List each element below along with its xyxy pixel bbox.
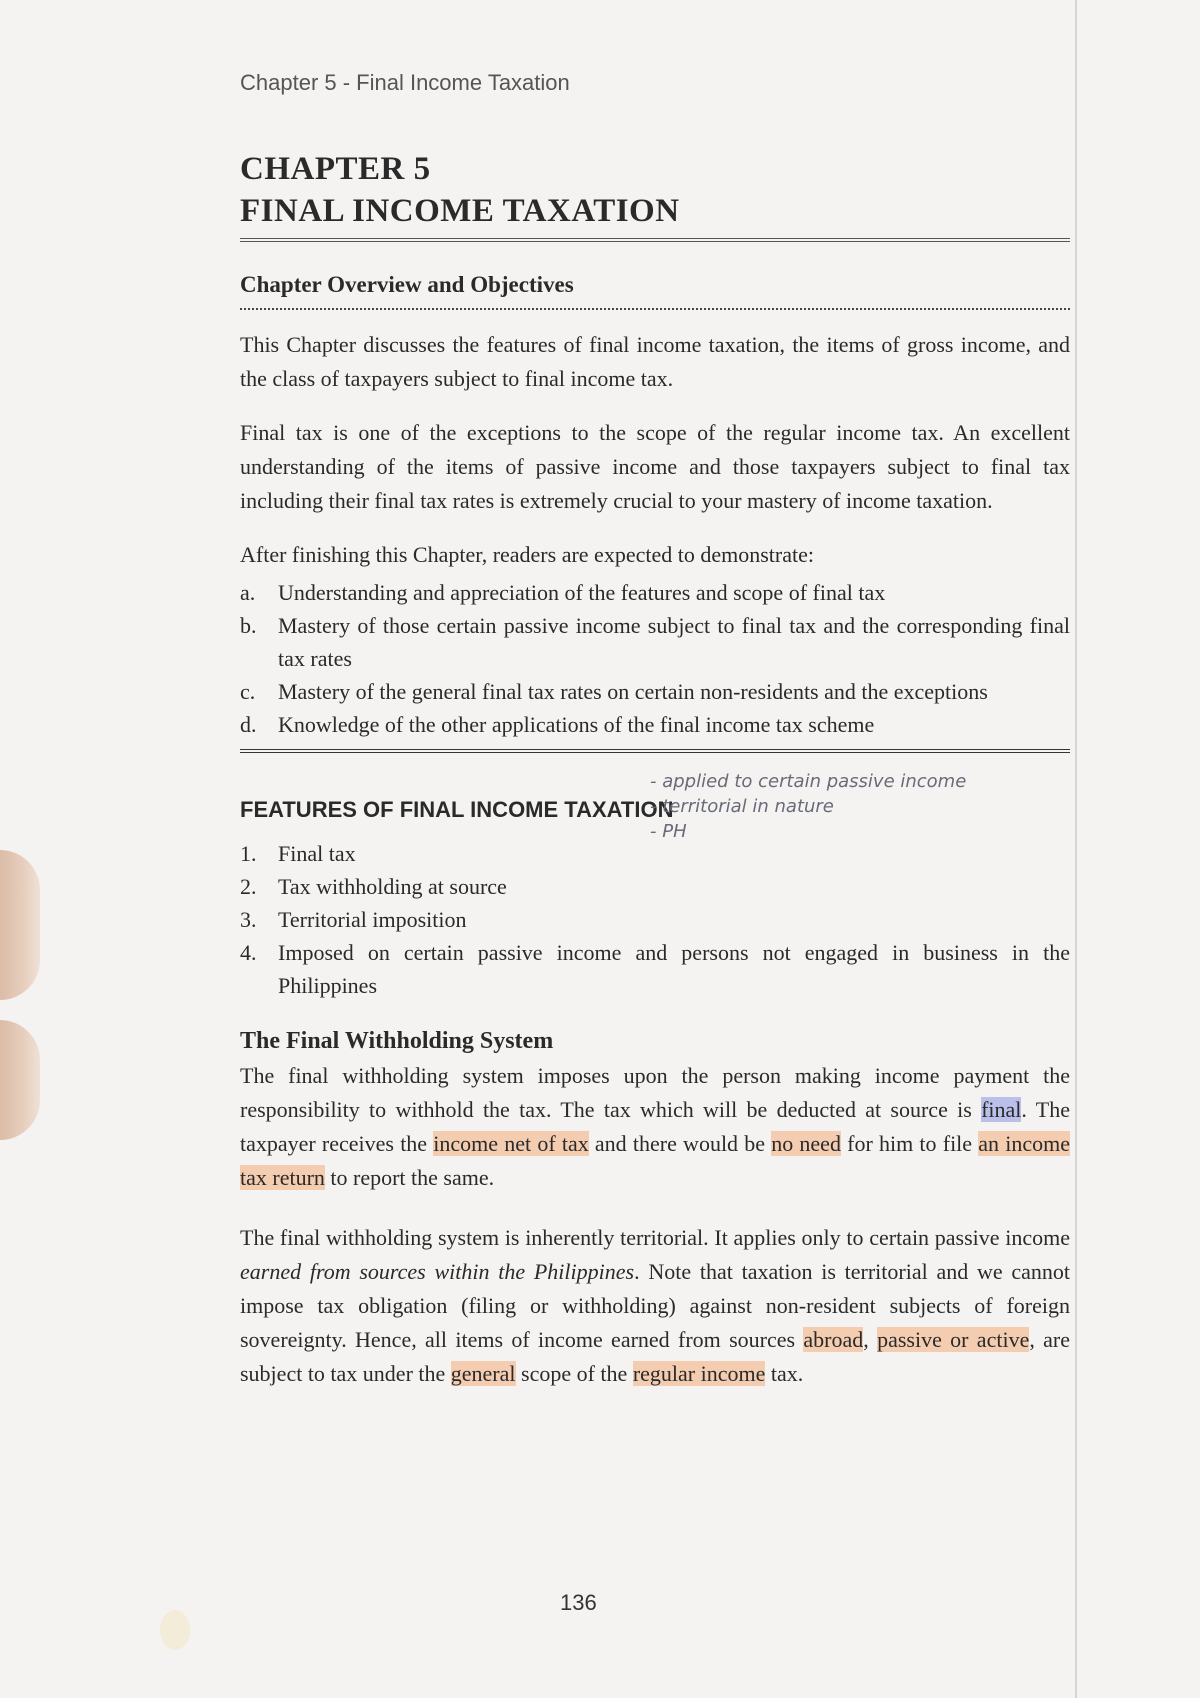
chapter-number: CHAPTER 5 xyxy=(240,151,431,187)
overview-heading: Chapter Overview and Objectives xyxy=(240,272,574,297)
finger-shadow xyxy=(0,1020,40,1140)
features-list xyxy=(240,837,1070,1002)
page-edge xyxy=(1075,0,1077,1698)
withholding-heading: The Final Withholding System xyxy=(240,1028,554,1054)
highlight: abroad xyxy=(803,1327,864,1352)
handwritten-note: - territorial in nature xyxy=(650,796,834,817)
list-item: 1. Final tax xyxy=(240,841,356,866)
paper-smudge xyxy=(160,1610,190,1650)
highlight: passive or active xyxy=(877,1327,1030,1352)
running-head: Chapter 5 - Final Income Taxation xyxy=(240,70,570,95)
handwritten-notes xyxy=(650,769,966,844)
highlight: final xyxy=(981,1097,1022,1122)
withholding-paragraph-2: The final withholding system is inherently territorial. It applies only to certain passive income earned from sources within the Philippines. Note that taxation is territorial and we cannot impose tax obligation (filing or withholding) against non-resident subjects of foreign sovereignty. Hence, all items of income earned from sources abroad, passive or active, are subject to tax under the general scope of the regular income tax. xyxy=(240,1225,1071,1386)
highlight: general xyxy=(450,1361,516,1386)
features-header-row xyxy=(240,771,1070,842)
overview-paragraph-2: Final tax is one of the exceptions to the scope of the regular income tax. An excellent understanding of the items of passive income and those taxpayers subject to final tax including their final tax rates is extremely crucial to your mastery of income taxation. xyxy=(240,420,1070,513)
objectives-intro: After finishing this Chapter, readers are expected to demonstrate: xyxy=(240,542,814,567)
highlight: regular income xyxy=(632,1361,766,1386)
list-item: d. Knowledge of the other applications of the final income tax scheme xyxy=(240,712,875,737)
title-rule xyxy=(240,238,1070,242)
withholding-paragraph-1: The final withholding system imposes upon the person making income payment the responsibility to withhold the tax. The tax which will be deducted at source is final. The taxpayer receives the income net of tax and there would be no need for him to file an income tax return to report the same. xyxy=(240,1063,1070,1190)
overview-paragraph-1: This Chapter discusses the features of final income taxation, the items of gross income, and the class of taxpayers subject to final income tax. xyxy=(240,332,1070,391)
list-item: 4. Imposed on certain passive income and persons not engaged in business in the Philippines xyxy=(240,940,1070,998)
list-item: 2. Tax withholding at source xyxy=(240,874,507,899)
book-page xyxy=(240,70,1070,1411)
list-item: a. Understanding and appreciation of the features and scope of final tax xyxy=(240,580,886,605)
highlight: income net of tax xyxy=(433,1131,589,1156)
objectives-list xyxy=(240,576,1070,741)
chapter-title: FINAL INCOME TAXATION xyxy=(240,193,680,229)
dotted-rule xyxy=(240,308,1070,310)
list-item: 3. Territorial imposition xyxy=(240,907,467,932)
highlight: no need xyxy=(771,1131,841,1156)
handwritten-note: - applied to certain passive income xyxy=(650,771,967,792)
list-item: c. Mastery of the general final tax rates on certain non-residents and the exceptions xyxy=(240,679,988,704)
highlight: an income tax return xyxy=(240,1131,1070,1190)
list-item: b. Mastery of those certain passive income subject to final tax and the corresponding final tax rates xyxy=(240,613,1070,671)
section-rule xyxy=(240,749,1070,753)
page-number: 136 xyxy=(560,1590,597,1615)
handwritten-note: - PH xyxy=(650,821,687,842)
emphasis: earned from sources within the Philippines xyxy=(240,1259,635,1284)
features-heading: FEATURES OF FINAL INCOME TAXATION xyxy=(240,797,674,822)
finger-shadow xyxy=(0,850,40,1000)
